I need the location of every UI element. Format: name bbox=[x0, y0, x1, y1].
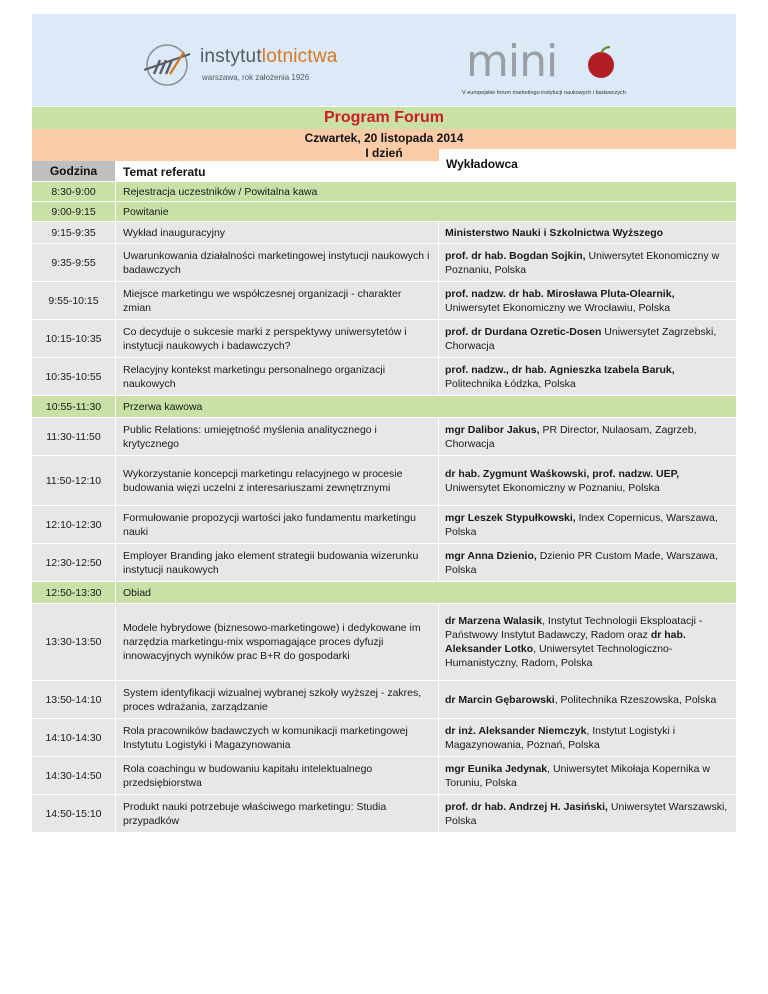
time-cell: 12:30-12:50 bbox=[32, 544, 115, 581]
speaker-name: mgr Anna Dzienio, bbox=[445, 549, 537, 562]
speaker-cell bbox=[439, 604, 736, 680]
speaker-name: prof. nadzw., dr hab. Agnieszka Izabela Baruk, bbox=[445, 363, 675, 376]
speaker-cell bbox=[439, 244, 736, 281]
topic-cell: Employer Branding jako element strategii budowania wizerunku instytucji naukowych bbox=[116, 544, 438, 581]
speaker-cell bbox=[439, 282, 736, 319]
speaker-cell bbox=[439, 795, 736, 832]
schedule-table bbox=[32, 181, 736, 832]
talk-row bbox=[32, 756, 736, 794]
topic-cell: Formułowanie propozycji wartości jako fundamentu marketingu nauki bbox=[116, 506, 438, 543]
column-header-topic: Temat referatu bbox=[116, 161, 438, 181]
speaker-affiliation: , Uniwersytet Technologiczno-Humanistyczny, Radom, Polska bbox=[445, 643, 673, 669]
program-page bbox=[32, 14, 736, 832]
time-cell: 10:15-10:35 bbox=[32, 320, 115, 357]
instytut-lotnictwa-logo bbox=[140, 40, 360, 100]
program-title: Program Forum bbox=[323, 109, 444, 126]
speaker-name: dr Marcin Gębarowski bbox=[445, 693, 555, 706]
speaker-name: dr hab. Aleksander Lotko bbox=[445, 629, 686, 655]
talk-row bbox=[32, 505, 736, 543]
speaker-cell bbox=[439, 358, 736, 395]
speaker-affiliation: , Instytut Logistyki i Magazynowania, Poznań, Polska bbox=[445, 724, 676, 751]
speaker-cell bbox=[439, 506, 736, 543]
topic-cell: Powitanie bbox=[116, 202, 736, 221]
topic-cell: Przerwa kawowa bbox=[116, 396, 736, 417]
speaker-affiliation: Index Copernicus, Warszawa, Polska bbox=[445, 511, 718, 538]
column-headers bbox=[32, 157, 736, 181]
speaker-affiliation: PR Director, Nulaosam, Zagrzeb, Chorwacja bbox=[445, 423, 697, 450]
speaker-affiliation: Uniwersytet Warszawski, Polska bbox=[445, 800, 728, 827]
topic-cell: Public Relations: umiejętność myślenia analitycznego i krytycznego bbox=[116, 418, 438, 455]
speaker-name: mgr Leszek Stypułkowski, bbox=[445, 511, 576, 524]
talk-row bbox=[32, 718, 736, 756]
instytut-lotnictwa-name: instytutlotnictwa bbox=[200, 46, 338, 67]
speaker-cell bbox=[439, 222, 736, 243]
speaker-affiliation: , Instytut Technologii Eksploatacji - Państwowy Instytut Badawczy, Radom oraz bbox=[445, 615, 703, 641]
speaker-cell bbox=[439, 719, 736, 756]
airplane-globe-icon bbox=[140, 40, 194, 90]
speaker-cell bbox=[439, 456, 736, 505]
speaker-affiliation: Uniwersytet Ekonomiczny we Wrocławiu, Polska bbox=[445, 301, 671, 314]
time-cell: 9:15-9:35 bbox=[32, 222, 115, 243]
topic-cell: Rejestracja uczestników / Powitalna kawa bbox=[116, 182, 736, 201]
time-cell: 14:30-14:50 bbox=[32, 757, 115, 794]
time-cell: 11:30-11:50 bbox=[32, 418, 115, 455]
speaker-name: dr hab. Zygmunt Waśkowski, prof. nadzw. UEP, bbox=[445, 467, 680, 480]
topic-cell: System identyfikacji wizualnej wybranej szkoły wyższej - zakres, proces wdrażania, zarządzanie bbox=[116, 681, 438, 718]
speaker-cell bbox=[439, 681, 736, 718]
break-row bbox=[32, 395, 736, 417]
topic-cell: Obiad bbox=[116, 582, 736, 603]
time-cell: 14:10-14:30 bbox=[32, 719, 115, 756]
time-cell: 10:55-11:30 bbox=[32, 396, 115, 417]
break-row bbox=[32, 201, 736, 221]
speaker-affiliation: Politechnika Łódzka, Polska bbox=[445, 377, 576, 390]
topic-cell: Rola coachingu w budowaniu kapitału intelektualnego przedsiębiorstwa bbox=[116, 757, 438, 794]
speaker-name: mgr Dalibor Jakus, bbox=[445, 423, 540, 436]
apple-icon bbox=[586, 46, 616, 80]
program-title-bar bbox=[32, 106, 736, 129]
day-label: I dzień bbox=[365, 146, 403, 160]
speaker-name: prof. dr hab. Bogdan Sojkin, bbox=[445, 249, 586, 262]
time-cell: 10:35-10:55 bbox=[32, 358, 115, 395]
time-cell: 11:50-12:10 bbox=[32, 456, 115, 505]
time-cell: 9:55-10:15 bbox=[32, 282, 115, 319]
talk-row bbox=[32, 794, 736, 832]
talk-row bbox=[32, 680, 736, 718]
talk-row bbox=[32, 417, 736, 455]
minio-wordmark: mini bbox=[466, 36, 558, 87]
speaker-name: mgr Eunika Jedynak bbox=[445, 762, 548, 775]
time-cell: 13:50-14:10 bbox=[32, 681, 115, 718]
speaker-affiliation: , Politechnika Rzeszowska, Polska bbox=[554, 693, 717, 706]
speaker-name: prof. dr hab. Andrzej H. Jasiński, bbox=[445, 800, 608, 813]
topic-cell: Wykład inauguracyjny bbox=[116, 222, 438, 243]
instytut-lotnictwa-tagline: warszawa, rok założenia 1926 bbox=[202, 73, 310, 82]
speaker-affiliation: Uniwersytet Zagrzebski, Chorwacja bbox=[445, 325, 717, 352]
speaker-name: dr Marzena Walasik bbox=[445, 615, 543, 627]
speaker-cell bbox=[439, 757, 736, 794]
time-cell: 9:35-9:55 bbox=[32, 244, 115, 281]
speaker-cell bbox=[439, 320, 736, 357]
time-cell: 13:30-13:50 bbox=[32, 604, 115, 680]
header-banner bbox=[32, 14, 736, 106]
talk-row bbox=[32, 357, 736, 395]
topic-cell: Rola pracowników badawczych w komunikacji marketingowej Instytutu Logistyki i Magazynowania bbox=[116, 719, 438, 756]
topic-cell: Uwarunkowania działalności marketingowej instytucji naukowych i badawczych bbox=[116, 244, 438, 281]
break-row bbox=[32, 581, 736, 603]
speaker-affiliation: Uniwersytet Ekonomiczny w Poznaniu, Polska bbox=[445, 249, 720, 276]
topic-cell: Co decyduje o sukcesie marki z perspektywy uniwersytetów i instytucji naukowych i badawczych? bbox=[116, 320, 438, 357]
speaker-cell bbox=[439, 418, 736, 455]
date-line: Czwartek, 20 listopada 2014 bbox=[304, 131, 464, 145]
time-cell: 8:30-9:00 bbox=[32, 182, 115, 201]
minio-tagline: V europejskie forum marketingu instytucji naukowych i badawczych bbox=[462, 90, 626, 96]
talk-row bbox=[32, 603, 736, 680]
speaker-name: dr inż. Aleksander Niemczyk bbox=[445, 724, 587, 737]
time-cell: 12:50-13:30 bbox=[32, 582, 115, 603]
break-row bbox=[32, 181, 736, 201]
talk-row bbox=[32, 243, 736, 281]
talk-row bbox=[32, 319, 736, 357]
talk-row bbox=[32, 543, 736, 581]
column-header-time: Godzina bbox=[32, 161, 115, 181]
time-cell: 14:50-15:10 bbox=[32, 795, 115, 832]
talk-row bbox=[32, 455, 736, 505]
speaker-affiliation: Dzienio PR Custom Made, Warszawa, Polska bbox=[445, 549, 718, 576]
talk-row bbox=[32, 221, 736, 243]
time-cell: 9:00-9:15 bbox=[32, 202, 115, 221]
topic-cell: Wykorzystanie koncepcji marketingu relacyjnego w procesie budowania więzi uczelni z interesariuszami zewnętrznymi bbox=[116, 456, 438, 505]
time-cell: 12:10-12:30 bbox=[32, 506, 115, 543]
topic-cell: Relacyjny kontekst marketingu personalnego organizacji naukowych bbox=[116, 358, 438, 395]
column-header-speaker: Wykładowca bbox=[439, 149, 736, 181]
speaker-name: prof. nadzw. dr hab. Mirosława Pluta-Olearnik, bbox=[445, 287, 675, 300]
speaker-affiliation: , Uniwersytet Mikołaja Kopernika w Toruniu, Polska bbox=[445, 762, 710, 789]
speaker-name: prof. dr Durdana Ozretic-Dosen bbox=[445, 325, 602, 338]
talk-row bbox=[32, 281, 736, 319]
topic-cell: Produkt nauki potrzebuje właściwego marketingu: Studia przypadków bbox=[116, 795, 438, 832]
speaker-name: Ministerstwo Nauki i Szkolnictwa Wyższego bbox=[445, 226, 664, 239]
minio-logo bbox=[458, 34, 648, 104]
speaker-cell bbox=[439, 544, 736, 581]
speaker-affiliation: Uniwersytet Ekonomiczny w Poznaniu, Polska bbox=[445, 481, 660, 494]
topic-cell: Modele hybrydowe (biznesowo-marketingowe) i dedykowane im narzędzia marketingu-mix wspomagające proces dyfuzji innowacyjnych wyników prac B+R do gospodarki bbox=[116, 604, 438, 680]
topic-cell: Miejsce marketingu we współczesnej organizacji - charakter zmian bbox=[116, 282, 438, 319]
